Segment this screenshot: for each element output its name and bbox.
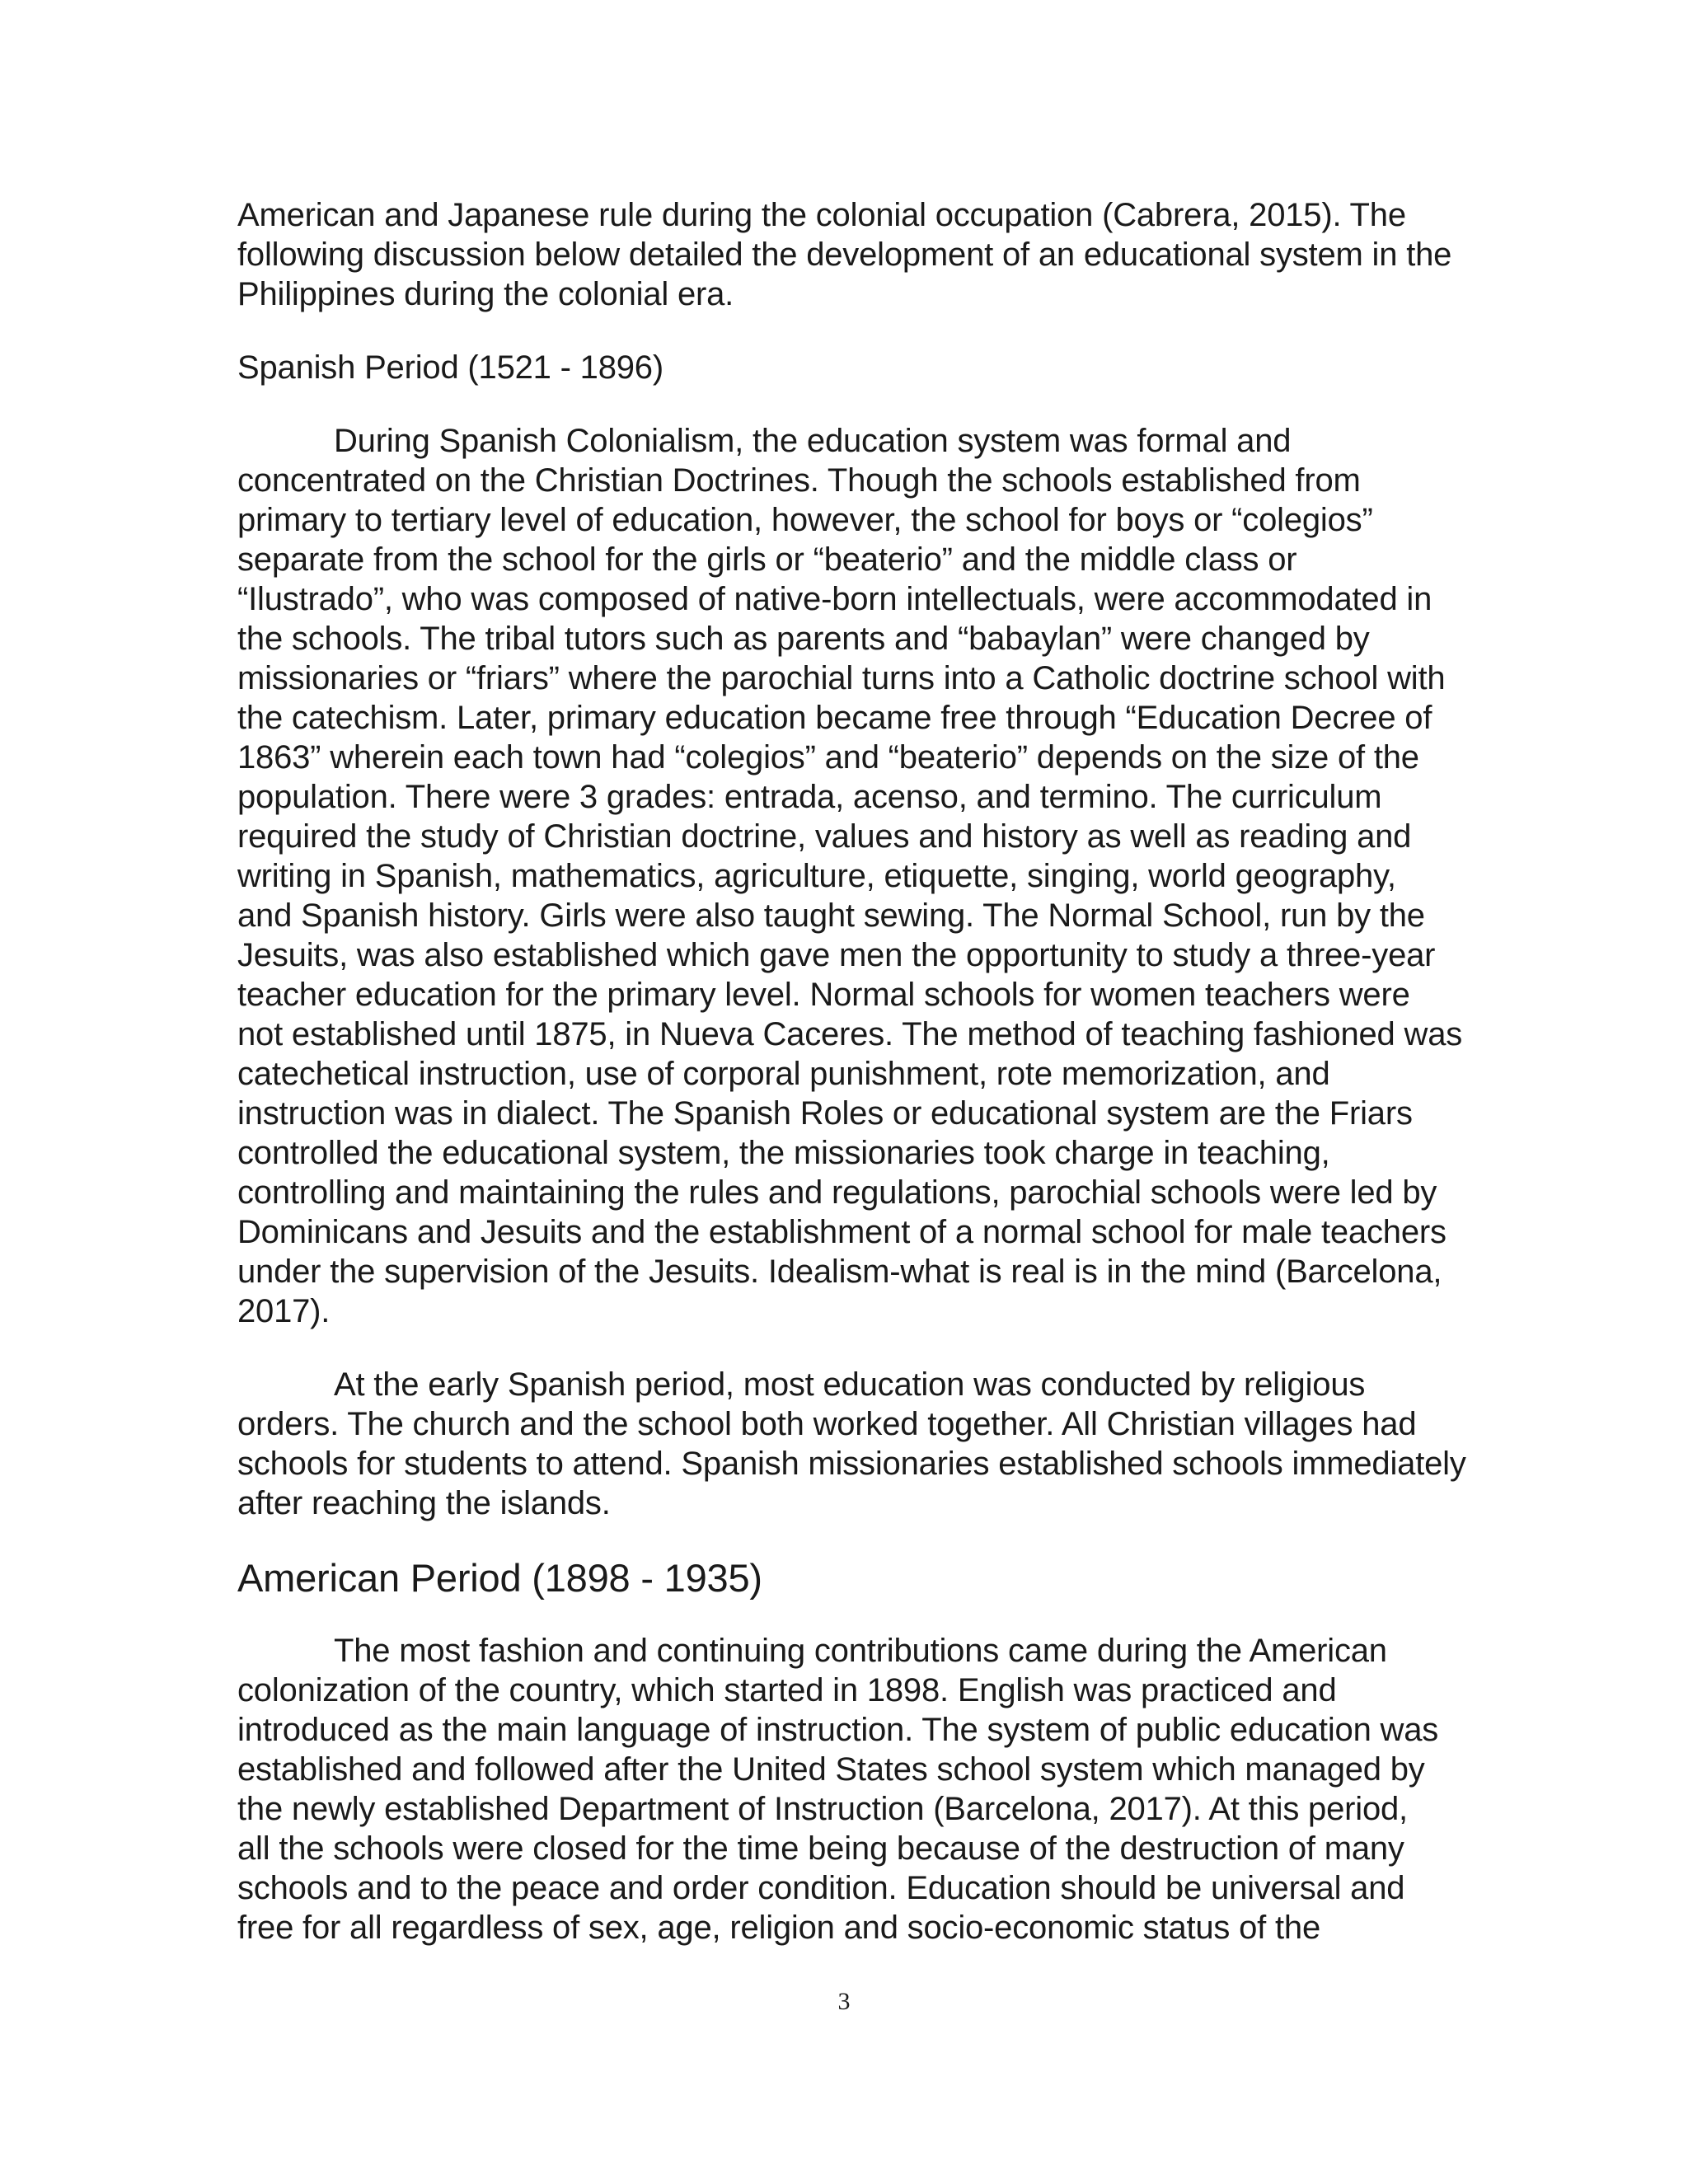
page-number: 3 — [837, 1988, 851, 2015]
spanish-period-heading: Spanish Period (1521 - 1896) — [237, 349, 663, 386]
intro-paragraph: American and Japanese rule during the colonial occupation (Cabrera, 2015). The following discussion below detailed the development of an educational system in the Philippines during the colonial era. — [237, 197, 1452, 312]
spanish-period-paragraph-1: During Spanish Colonialism, the education system was formal and concentrated on the Christian Doctrines. Though the schools established from primary to tertiary level of education, however, the school for boys or “colegios” separate from the school for the girls or “beaterio” and the middle class or “Ilustrado”, who was composed of native-born intellectuals, were accommodated in the schools. The tribal tutors such as parents and “babaylan” were changed by missionaries or “friars” where the parochial turns into a Catholic doctrine school with the catechism. Later, primary education became free through “Education Decree of 1863” wherein each town had “colegios” and “beaterio” depends on the size of the population. There were 3 grades: entrada, acenso, and termino. The curriculum required the study of Christian doctrine, values and history as well as reading and writing in Spanish, mathematics, agriculture, etiquette, singing, world geography, and Spanish history. Girls were also taught sewing. The Normal School, run by the Jesuits, was also established which gave men the opportunity to study a three-year teacher education for the primary level. Normal schools for women teachers were not established until 1875, in Nueva Caceres. The method of teaching fashioned was catechetical instruction, use of corporal punishment, rote memorization, and instruction was in dialect. The Spanish Roles or educational system are the Friars controlled the educational system, the missionaries took charge in teaching, controlling and maintaining the rules and regulations, parochial schools were led by Dominicans and Jesuits and the establishment of a normal school for male teachers under the supervision of the Jesuits. Idealism-what is real is in the mind (Barcelona, 2017). — [237, 423, 1463, 1329]
american-period-heading: American Period (1898 - 1935) — [237, 1556, 762, 1600]
spanish-period-paragraph-2: At the early Spanish period, most education was conducted by religious orders. The church and the school both worked together. All Christian villages had schools for students to attend. Spanish missionaries established schools immediately after reaching the islands. — [237, 1366, 1466, 1521]
american-period-paragraph-1: The most fashion and continuing contributions came during the American colonization of the country, which started in 1898. English was practiced and introduced as the main language of instruction. The system of public education was established and followed after the United States school system which managed by the newly established Department of Instruction (Barcelona, 2017). At this period, all the schools were closed for the time being because of the destruction of many schools and to the peace and order condition. Education should be universal and free for all regardless of sex, age, religion and socio-economic status of the — [237, 1633, 1439, 1946]
document-body — [237, 195, 1474, 1947]
